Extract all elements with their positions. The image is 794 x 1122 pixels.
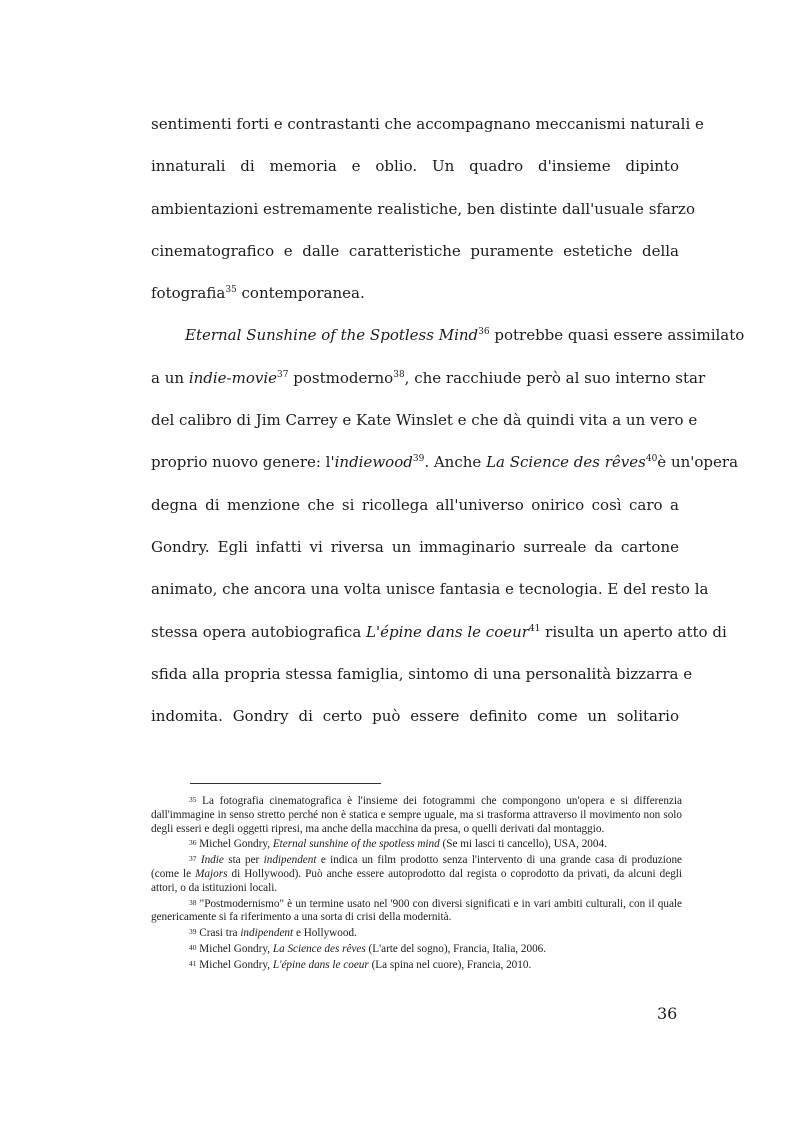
body-line: animato, che ancora una volta unisce fantasia e tecnologia. E del resto la [151, 580, 709, 599]
footnote-ref-40[interactable]: 40 [645, 454, 658, 465]
footnote-number: 39 [189, 927, 197, 937]
text: a un [151, 368, 189, 387]
term: Majors [195, 867, 228, 880]
term: Indie [200, 854, 224, 867]
body-line [151, 272, 679, 314]
text: . Anche [424, 453, 487, 472]
body-line [151, 314, 745, 356]
footnote-39 [151, 925, 682, 941]
footnote-35 [151, 793, 682, 836]
body-line: ambientazioni estremamente realistiche, ben distinte dall'usuale sfarzo [151, 199, 695, 218]
body-line: sentimenti forti e contrastanti che accompagnano meccanismi naturali e [151, 115, 704, 133]
footnote-text: La fotografia cinematografica è l'insieme dei fotogrammi che compongono un'opera e si differenzia dall'immagine in senso stretto perché non è statica e sempre uguale, ma si trasforma attraverso il movimento non solo degli esseri e degli oggetti ripresi, ma anche della macchina da presa, o quelli derivati dal montaggio. [151, 795, 682, 835]
footnote-38 [151, 896, 682, 926]
footnote-text: (L'arte del sogno), Francia, Italia, 2006. [365, 942, 547, 955]
footnote-number: 36 [189, 838, 197, 848]
body-text [151, 103, 745, 737]
body-line: innaturali di memoria e oblio. Un quadro d'insieme dipinto [151, 157, 679, 176]
footnote-ref-38[interactable]: 38 [393, 369, 405, 380]
body-line: degna di menzione che si ricollega all'universo onirico così caro a [151, 495, 679, 514]
text: , che racchiude però al suo interno star [404, 368, 706, 387]
footnote-text: (La spina nel cuore), Francia, 2010. [368, 958, 532, 971]
footnote-text: e indica un film prodotto senza l'intervento di una grande casa di produzione (come le [151, 854, 682, 880]
text: contemporanea. [236, 284, 365, 303]
film-title: Eternal Sunshine of the Spotless Mind [185, 326, 479, 345]
body-line: indomita. Gondry di certo può essere definito come un solitario [151, 707, 679, 726]
text: proprio nuovo genere: l' [151, 453, 335, 472]
text: potrebbe quasi essere assimilato [489, 326, 745, 345]
footnote-text: sta per [223, 854, 264, 867]
body-line [151, 441, 739, 483]
footnote-text: di Hollywood). Può anche essere autoprodotto dal regista o coprodotto da privati, da alcuni degli attori, o da istituzioni locali. [151, 867, 682, 894]
body-line [151, 357, 706, 399]
text: fotografia [151, 284, 226, 303]
term: indipendent [240, 927, 294, 940]
footnotes [151, 793, 682, 973]
footnote-number: 38 [189, 897, 197, 907]
footnote-separator [190, 783, 381, 784]
page-number: 36 [657, 1004, 678, 1023]
term: indie-movie [188, 368, 278, 387]
footnote-text: Michel Gondry, [199, 942, 273, 955]
footnote-ref-41[interactable]: 41 [528, 623, 541, 634]
body-line [151, 611, 727, 653]
footnote-ref-37[interactable]: 37 [277, 369, 289, 380]
term: indipendent [263, 854, 317, 867]
film-title: La Science des rêves [272, 942, 366, 955]
footnote-text: Crasi tra [199, 927, 241, 940]
footnote-ref-35[interactable]: 35 [225, 285, 237, 296]
footnote-41 [151, 957, 682, 973]
footnote-37 [151, 852, 682, 895]
text: stessa opera autobiografica [151, 622, 367, 641]
footnote-ref-39[interactable]: 39 [412, 454, 425, 465]
footnote-text: (Se mi lasci ti cancello), USA, 2004. [439, 838, 607, 851]
body-line: Gondry. Egli infatti vi riversa un immaginario surreale da cartone [151, 537, 679, 556]
footnote-ref-36[interactable]: 36 [478, 327, 490, 338]
footnote-number: 40 [189, 942, 197, 952]
footnote-number: 35 [189, 795, 197, 804]
body-line: del calibro di Jim Carrey e Kate Winslet e che dà quindi vita a un vero e [151, 411, 698, 430]
term: indiewood [334, 453, 413, 472]
text: risulta un aperto atto di [540, 622, 727, 641]
text: postmoderno [288, 368, 394, 387]
film-title: Eternal sunshine of the spotless mind [272, 838, 440, 851]
footnote-text: e Hollywood. [293, 927, 357, 940]
film-title: La Science des rêves [486, 453, 646, 472]
body-line: cinematografico e dalle caratteristiche puramente estetiche della [151, 241, 679, 260]
footnote-36 [151, 836, 682, 852]
footnote-text: Michel Gondry, [199, 838, 273, 851]
footnote-number: 37 [189, 854, 197, 864]
film-title: L'épine dans le coeur [366, 622, 529, 641]
footnote-40 [151, 941, 682, 957]
film-title: L'épine dans le coeur [272, 958, 369, 971]
footnote-text: "Postmodernismo" è un termine usato nel '900 con diversi significati e in vari ambiti culturali, con il quale genericamente si fa riferimento a una sorta di crisi della modernità. [151, 897, 682, 924]
footnote-text: Michel Gondry, [199, 958, 273, 971]
footnote-number: 41 [189, 958, 197, 968]
body-line: sfida alla propria stessa famiglia, sintomo di una personalità bizzarra e [151, 664, 693, 683]
text: è un'opera [657, 453, 739, 472]
